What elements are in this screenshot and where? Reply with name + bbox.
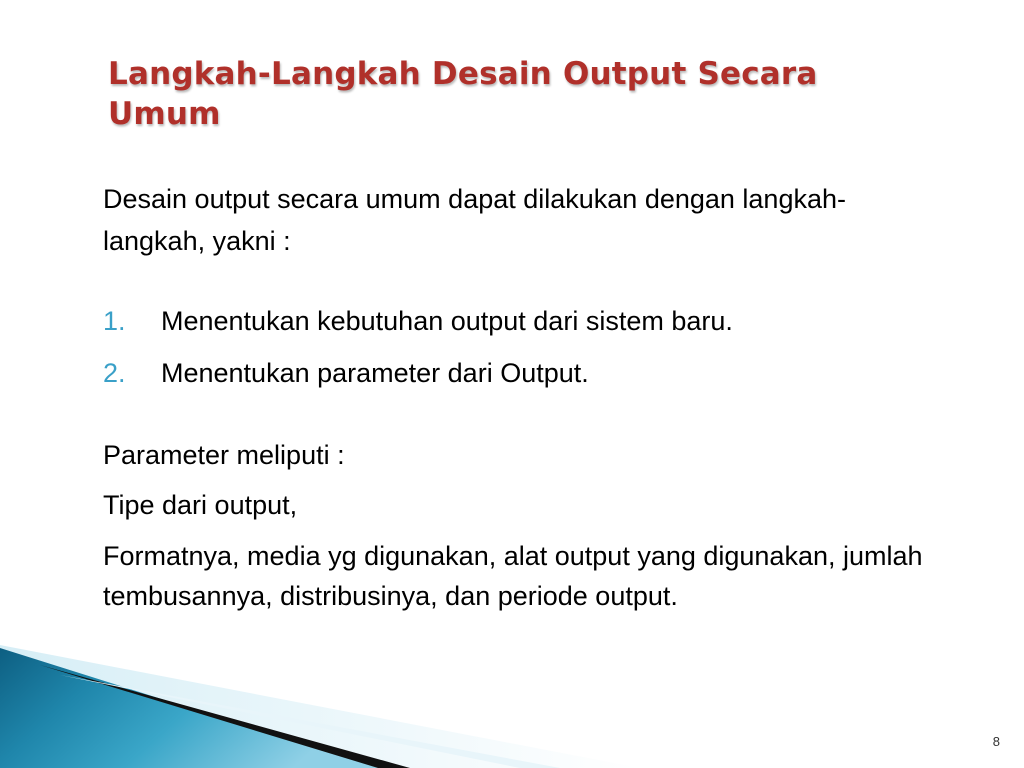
list-item-text: Menentukan parameter dari Output.	[161, 358, 589, 388]
footer-light-sliver	[60, 675, 560, 768]
type-line: Tipe dari output,	[103, 490, 298, 520]
parameters-heading: Parameter meliputi :	[103, 440, 345, 470]
list-item-text: Menentukan kebutuhan output dari sistem baru.	[161, 306, 733, 336]
intro-paragraph: Desain output secara umum dapat dilakukan dengan langkah-langkah, yakni :	[103, 184, 846, 256]
format-paragraph: Formatnya, media yg digunakan, alat output yang digunakan, jumlah tembusannya, distribusinya, dan periode output.	[103, 541, 923, 611]
footer-pale-band	[0, 645, 640, 768]
list-number: 2.	[103, 358, 126, 388]
slide-body	[103, 178, 933, 616]
list-number: 1.	[103, 306, 126, 336]
slide-title: Langkah-Langkah Desain Output Secara Umum	[108, 56, 818, 132]
list-item	[103, 352, 933, 394]
steps-list	[103, 300, 933, 394]
list-item	[103, 300, 933, 342]
footer-dark-stripe	[40, 665, 410, 768]
footer-blue-wedge	[0, 648, 380, 768]
page-number: 8	[992, 734, 1000, 749]
